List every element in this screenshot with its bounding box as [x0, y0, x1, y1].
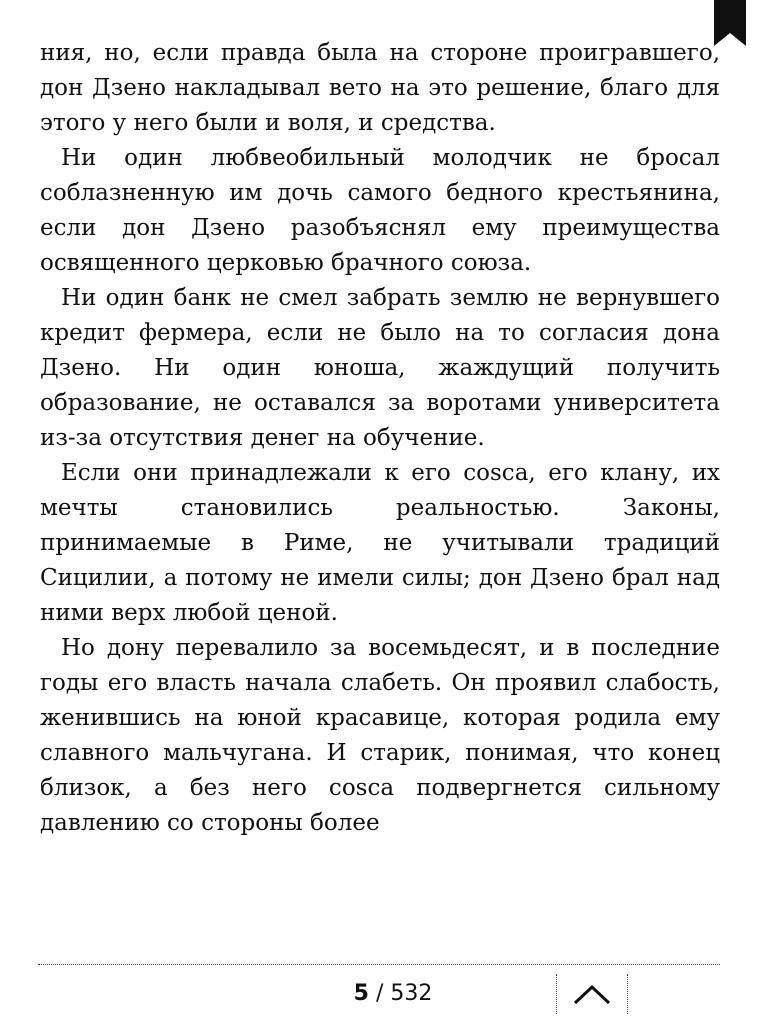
reader-footer: [38, 964, 720, 1024]
page-total: 532: [390, 981, 433, 1006]
reader-text: [40, 36, 720, 841]
chevron-up-icon: [572, 982, 612, 1006]
footer-separator-left: [556, 974, 557, 1014]
paragraph-4: Если они принадлежали к его cosca, его клану, их мечты становились реальностью. Законы, принимаемые в Риме, не учитывали традиций Сицилии, а потому не имели силы; дон Дзено брал над ними верх любой ценой.: [40, 460, 720, 626]
paragraph-1: ния, но, если правда была на стороне проигравшего, дон Дзено накладывал вето на это решение, благо для этого у него были и воля, и средства.: [40, 40, 720, 136]
paragraph-3: Ни один банк не смел забрать землю не вернувшего кредит фермера, если не было на то согласия дона Дзено. Ни один юноша, жаждущий получить образование, не оставался за воротами университета из-за отсутствия денег на обучение.: [40, 285, 720, 451]
page-indicator[interactable]: [338, 980, 448, 1008]
page-separator: /: [368, 981, 391, 1006]
page-current: 5: [353, 981, 369, 1006]
menu-up-button[interactable]: [563, 976, 621, 1012]
paragraph-2: Ни один любвеобильный молодчик не бросал соблазненную им дочь самого бедного крестьянина, если дон Дзено разобъяснял ему преимущества освященного церковью брачного союза.: [40, 145, 720, 276]
paragraph-5: Но дону перевалило за восемьдесят, и в последние годы его власть начала слабеть. Он проявил слабость, женившись на юной красавице, которая родила ему славного мальчугана. И старик, понимая, что конец близок, а без него cosca подвергнется сильному давлению со стороны более: [40, 635, 720, 836]
footer-divider: [38, 964, 720, 965]
footer-separator-right: [627, 974, 628, 1014]
